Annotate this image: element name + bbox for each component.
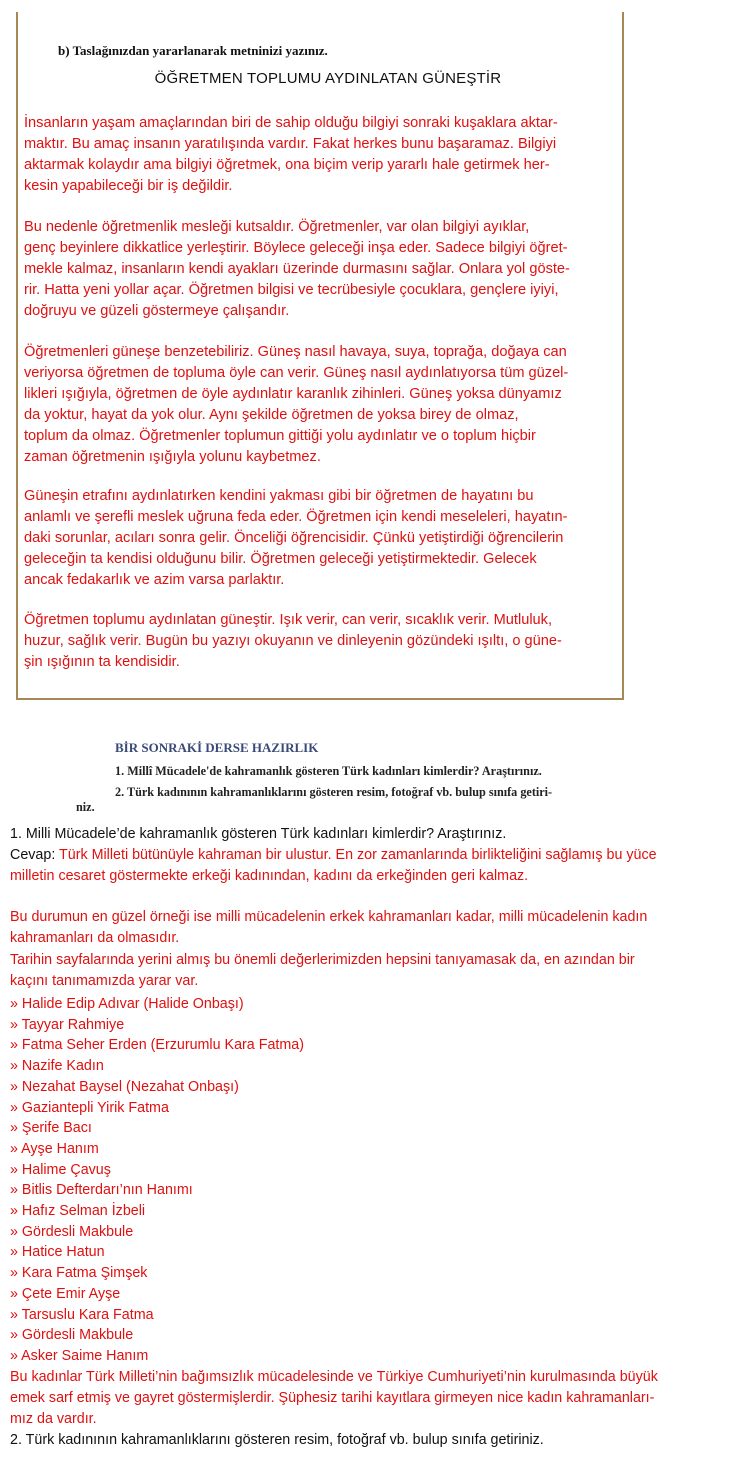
- essay-line: Bu nedenle öğretmenlik mesleği kutsaldır. Öğretmenler, var olan bilgiyi ayıklar,: [24, 219, 530, 235]
- cevap-label: Cevap:: [10, 847, 56, 863]
- essay-line: Öğretmenleri güneşe benzetebiliriz. Güneş nasıl havaya, suya, toprağa, doğaya can: [24, 344, 567, 360]
- list-item: » Çete Emir Ayşe: [10, 1285, 121, 1302]
- essay-line: doğruyu ve güzeli göstermeye çalışandır.: [24, 303, 290, 319]
- list-item: » Asker Saime Hanım: [10, 1347, 149, 1364]
- essay-line: da yoktur, hayat da yok olur. Aynı şekilde öğretmen de yoksa birey de olmaz,: [24, 407, 519, 423]
- essay-line: rir. Hatta yeni yollar açar. Öğretmen bilgisi ve tecrübesiyle çocuklara, gençlere iyiyi,: [24, 282, 559, 298]
- essay-line: genç beyinlere dikkatlice yerleştirir. Böylece geleceği inşa eder. Sadece bilgiyi öğret-: [24, 240, 568, 256]
- essay-line: şin ışığının ta kendisidir.: [24, 654, 180, 670]
- heroes-list: [10, 994, 304, 1367]
- essay-line: toplum da olmaz. Öğretmenler toplumun gittiği yolu aydınlatır ve o toplum hiçbir: [24, 428, 536, 444]
- list-item: » Ayşe Hanım: [10, 1140, 99, 1157]
- essay-paragraph-2: [24, 217, 624, 322]
- essay-paragraph-1: [24, 113, 624, 197]
- list-item: » Gördesli Makbule: [10, 1223, 134, 1240]
- essay-line: kesin yapabileceği bir iş değildir.: [24, 178, 233, 194]
- closing-line: mız da vardır.: [10, 1411, 97, 1427]
- essay-line: anlamlı ve şerefli meslek uğruna feda eder. Öğretmen için kendi meseleleri, hayatın-: [24, 509, 568, 525]
- essay-line: veriyorsa öğretmen de topluma öyle can verir. Güneş nasıl aydınlatıyorsa tüm güzel-: [24, 365, 569, 381]
- essay-title: ÖĞRETMEN TOPLUMU AYDINLATAN GÜNEŞTİR: [154, 70, 502, 87]
- list-item: » Gaziantepli Yirik Fatma: [10, 1099, 169, 1116]
- prep-question-2-continued: niz.: [76, 800, 95, 814]
- list-item: » Halide Edip Adıvar (Halide Onbaşı): [10, 996, 244, 1012]
- answer-cevap: [10, 845, 735, 866]
- essay-line: Öğretmen toplumu aydınlatan güneştir. Işık verir, can verir, sıcaklık verir. Mutluluk,: [24, 612, 553, 628]
- answer-question-1: 1. Milli Mücadele’de kahramanlık gösteren Türk kadınları kimlerdir? Araştırınız.: [10, 826, 507, 842]
- essay-line: maktır. Bu amaç insanın yaratılışında vardır. Fakat herkes bunu başaramaz. Bilgiyi: [24, 136, 557, 152]
- essay-line: likleri ışığıyla, öğretmen de öyle aydınlatır karanlık zihinleri. Güneş yoksa dünyamız: [24, 386, 562, 402]
- closing-line: Bu kadınlar Türk Milleti’nin bağımsızlık mücadelesinde ve Türkiye Cumhuriyeti’nin kurulmasında büyük: [10, 1369, 658, 1385]
- essay-line: zaman öğretmenin ışığıyla yolunu kaybetmez.: [24, 449, 321, 465]
- list-item: » Kara Fatma Şimşek: [10, 1265, 148, 1282]
- essay-line: daki sorunlar, acıları sonra gelir. Önceliği öğrencisidir. Çünkü yetiştirdiği öğrencilerin: [24, 530, 564, 546]
- list-item: » Hatice Hatun: [10, 1244, 105, 1261]
- essay-line: huzur, sağlık verir. Bugün bu yazıyı okuyanın ve dinleyenin gözündeki ışıltı, o güne-: [24, 633, 562, 649]
- prompt-b: b) Taslağınızdan yararlanarak metninizi yazınız.: [58, 43, 328, 58]
- list-item: » Nazife Kadın: [10, 1058, 104, 1075]
- essay-line: aktarmak kolaydır ama bilgiyi öğretmek, ona biçim verip yararlı hale getirmek her-: [24, 157, 550, 173]
- answer-paragraph-line: kaçını tanımamızda yarar var.: [10, 973, 199, 989]
- essay-line: Güneşin etrafını aydınlatırken kendini yakması gibi bir öğretmen de hayatını bu: [24, 488, 534, 504]
- answer-paragraph-line: Tarihin sayfalarında yerini almış bu önemli değerlerimizden hepsini tanıyamasak da, en azından bir: [10, 952, 635, 968]
- list-item: » Bitlis Defterdarı’nın Hanımı: [10, 1182, 193, 1199]
- essay-paragraph-3: [24, 342, 624, 468]
- essay-line: geleceğin ta kendisi olduğunu bilir. Öğretmen geleceği yetiştirmektedir. Gelecek: [24, 551, 537, 567]
- prep-question-1: 1. Millî Mücadele'de kahramanlık gösteren Türk kadınları kimlerdir? Araştırınız.: [115, 764, 542, 778]
- list-item: » Tayyar Rahmiye: [10, 1016, 125, 1033]
- cevap-line: milletin cesaret göstermekte erkeği kadınından, kadını da erkeğinden geri kalmaz.: [10, 868, 529, 884]
- list-item: » Halime Çavuş: [10, 1161, 111, 1178]
- essay-line: İnsanların yaşam amaçlarından biri de sahip olduğu bilgiyi sonraki kuşaklara aktar-: [24, 115, 558, 131]
- list-item: » Fatma Seher Erden (Erzurumlu Kara Fatma): [10, 1037, 304, 1054]
- answer-paragraph-line: kahramanları da olmasıdır.: [10, 930, 180, 946]
- essay-line: ancak fedakarlık ve azim varsa parlaktır.: [24, 572, 285, 588]
- essay-paragraph-5: [24, 610, 624, 673]
- prep-question-2: 2. Türk kadınının kahramanlıklarını gösteren resim, fotoğraf vb. bulup sınıfa getiri-: [115, 785, 553, 799]
- list-item: » Hafız Selman İzbeli: [10, 1203, 146, 1220]
- closing-line: emek sarf etmiş ve gayret göstermişlerdir. Şüphesiz tarihi kayıtlara girmeyen nice kadın kahramanları-: [10, 1390, 655, 1406]
- answer-paragraph-line: Bu durumun en güzel örneği ise milli mücadelenin erkek kahramanları kadar, milli mücadelenin kadın: [10, 909, 648, 925]
- essay-paragraph-4: [24, 486, 624, 591]
- cevap-text: Türk Milleti bütünüyle kahraman bir ulustur. En zor zamanlarında birlikteliğini sağlamış bu yüce: [55, 847, 657, 863]
- list-item: » Gördesli Makbule: [10, 1327, 134, 1344]
- prep-heading: BİR SONRAKİ DERSE HAZIRLIK: [115, 740, 319, 755]
- list-item: » Nezahat Baysel (Nezahat Onbaşı): [10, 1078, 239, 1095]
- list-item: » Şerife Bacı: [10, 1120, 92, 1137]
- answer-question-2: 2. Türk kadınının kahramanlıklarını gösteren resim, fotoğraf vb. bulup sınıfa getiriniz.: [10, 1432, 544, 1448]
- essay-line: mekle kalmaz, insanların kendi ayakları üzerinde durmasını sağlar. Onlara yol göste-: [24, 261, 570, 277]
- list-item: » Tarsuslu Kara Fatma: [10, 1306, 154, 1323]
